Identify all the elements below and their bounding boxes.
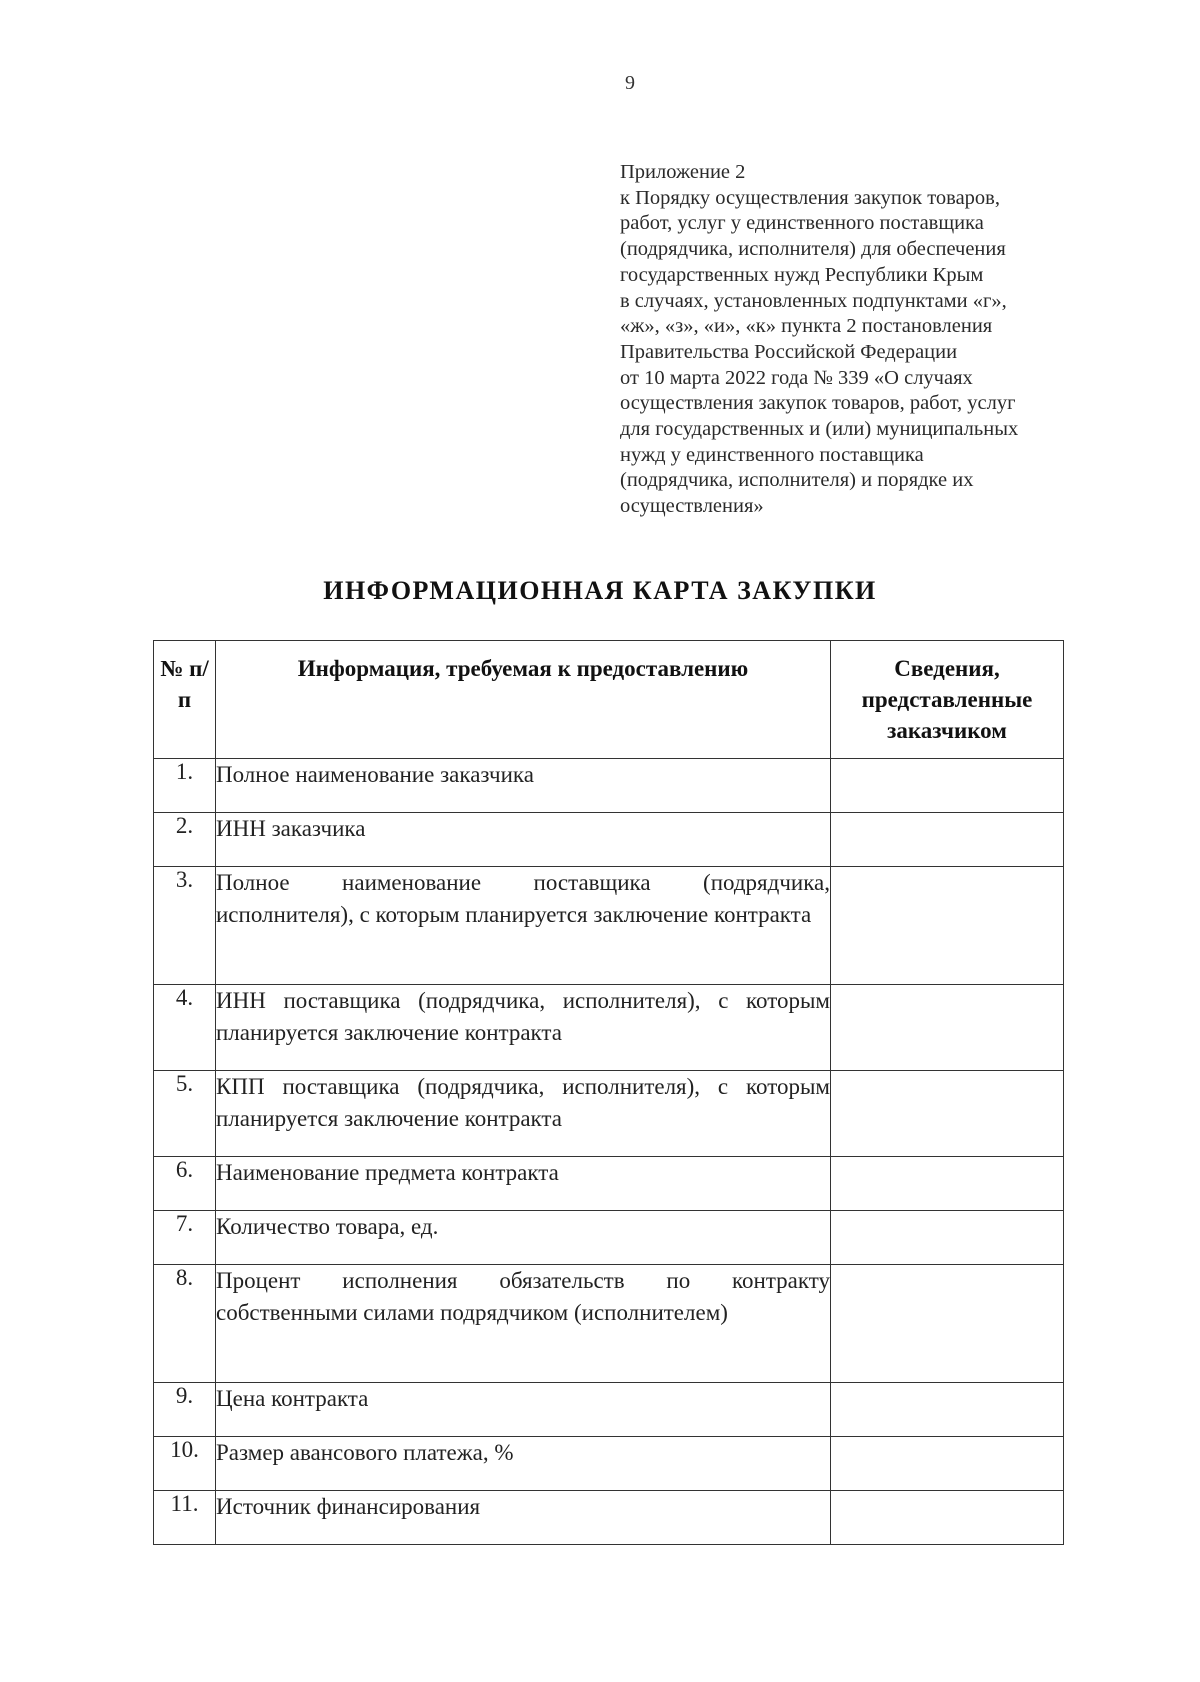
appendix-note: Приложение 2 к Порядку осуществления закупок товаров, работ, услуг у единственного поставщика (подрядчика, исполнителя) для обеспечения государственных нужд Республики Крым в случаях, установленных подпунктами «г», «ж», «з», «и», «к» пункта 2 постановления Правительства Российской Федерации от 10 марта 2022 года № 339 «О случаях осуществления закупок товаров, работ, услуг для государственных и (или) муниципальных нужд у единственного поставщика (подрядчика, исполнителя) и порядке их осуществления»: [620, 161, 1019, 518]
row-value: [831, 1071, 1064, 1157]
row-number: 8.: [154, 1265, 216, 1383]
table-row: [154, 1265, 1064, 1383]
row-value: [831, 1491, 1064, 1545]
table-row: [154, 1491, 1064, 1545]
row-info: Наименование предмета контракта: [216, 1157, 831, 1211]
table-row: [154, 759, 1064, 813]
row-info: ИНН заказчика: [216, 813, 831, 867]
row-info: ИНН поставщика (подрядчика, исполнителя), с которым планируется заключение контракта: [216, 985, 831, 1071]
row-number: 7.: [154, 1211, 216, 1265]
header-info: Информация, требуемая к предоставлению: [216, 641, 831, 759]
row-number: 1.: [154, 759, 216, 813]
table-row: [154, 813, 1064, 867]
row-number: 11.: [154, 1491, 216, 1545]
row-number: 6.: [154, 1157, 216, 1211]
row-info: Процент исполнения обязательств по контракту собственными силами подрядчиком (исполнителем): [216, 1265, 831, 1383]
row-value: [831, 1265, 1064, 1383]
table-row: [154, 1437, 1064, 1491]
table-row: [154, 1071, 1064, 1157]
row-value: [831, 813, 1064, 867]
row-number: 2.: [154, 813, 216, 867]
row-value: [831, 1157, 1064, 1211]
row-number: 4.: [154, 985, 216, 1071]
document-title: ИНФОРМАЦИОННАЯ КАРТА ЗАКУПКИ: [323, 576, 877, 605]
row-value: [831, 759, 1064, 813]
table-row: [154, 1383, 1064, 1437]
row-value: [831, 867, 1064, 985]
row-number: 9.: [154, 1383, 216, 1437]
header-number: № п/п: [154, 641, 216, 759]
row-info: Цена контракта: [216, 1383, 831, 1437]
table-row: [154, 1211, 1064, 1265]
table-row: [154, 1157, 1064, 1211]
row-number: 10.: [154, 1437, 216, 1491]
row-value: [831, 1383, 1064, 1437]
row-info: Количество товара, ед.: [216, 1211, 831, 1265]
row-info: КПП поставщика (подрядчика, исполнителя), с которым планируется заключение контракта: [216, 1071, 831, 1157]
row-value: [831, 1211, 1064, 1265]
row-number: 5.: [154, 1071, 216, 1157]
row-info: Источник финансирования: [216, 1491, 831, 1545]
header-value: Сведения, представленные заказчиком: [831, 641, 1064, 759]
row-value: [831, 985, 1064, 1071]
info-card-table: [153, 640, 1064, 1545]
row-info: Полное наименование заказчика: [216, 759, 831, 813]
row-info: Полное наименование поставщика (подрядчика, исполнителя), с которым планируется заключение контракта: [216, 867, 831, 985]
page-number: 9: [625, 72, 635, 94]
row-number: 3.: [154, 867, 216, 985]
table-row: [154, 867, 1064, 985]
row-value: [831, 1437, 1064, 1491]
table-header-row: [154, 641, 1064, 759]
row-info: Размер авансового платежа, %: [216, 1437, 831, 1491]
table-row: [154, 985, 1064, 1071]
